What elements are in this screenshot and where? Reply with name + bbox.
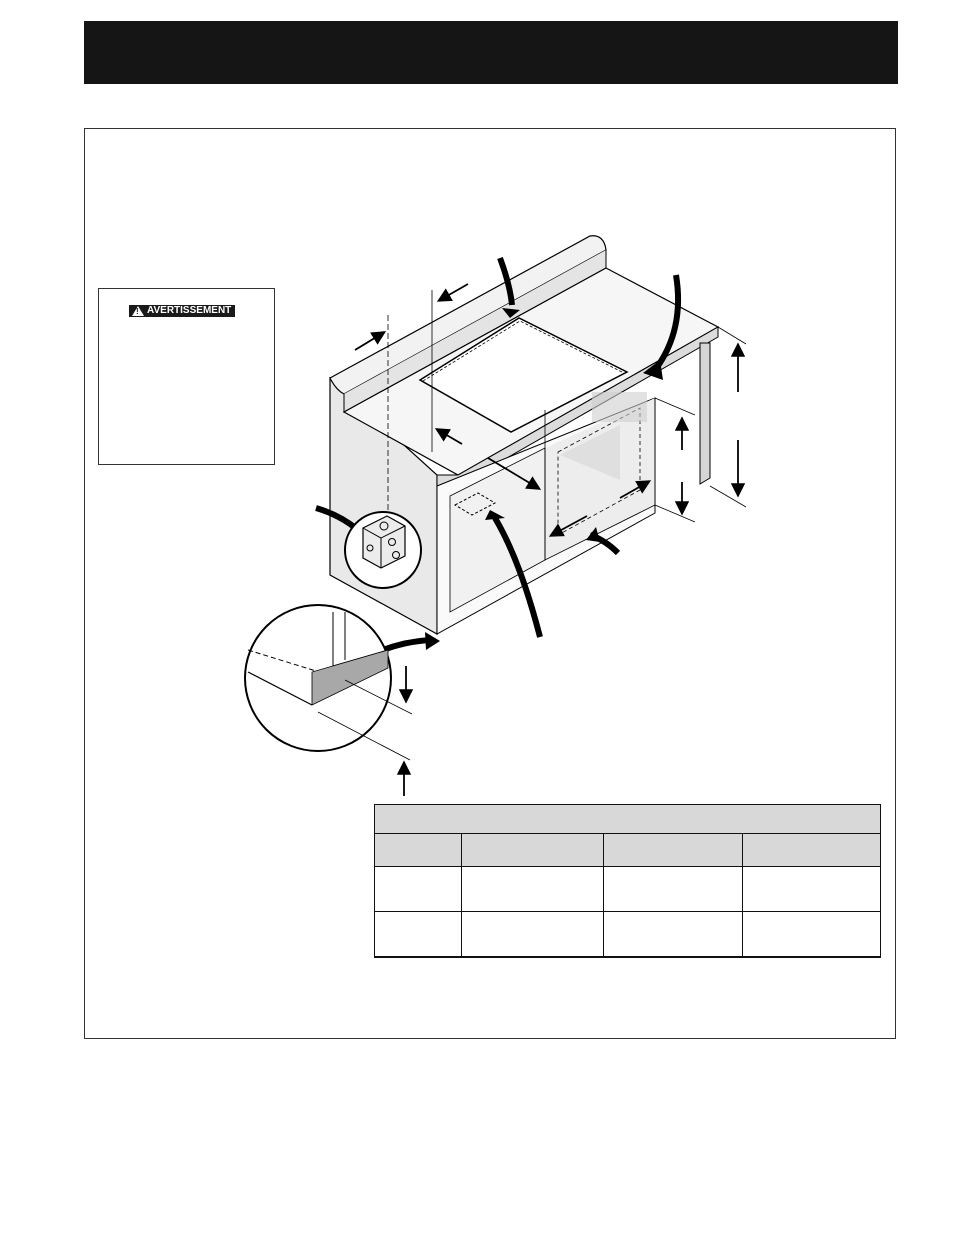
warning-label [129,305,235,317]
table-row [375,912,881,958]
table-header-cell [604,834,743,867]
table-row [375,867,881,912]
table-cell [462,912,604,958]
warning-label-text: AVERTISSEMENT [147,305,232,316]
table-cell [604,867,743,912]
cabinet-right-side [700,343,710,484]
table-header-cell [375,834,462,867]
warning-box [98,288,275,465]
table-cell [462,867,604,912]
table-header-cell [743,834,881,867]
table-cell [375,867,462,912]
dimensions-table [374,804,881,958]
warning-triangle-icon: ! [132,306,144,316]
table-header-cell [462,834,604,867]
table-cell [743,867,881,912]
table-title [375,805,881,834]
table-cell [604,912,743,958]
table-cell [375,912,462,958]
table-cell [743,912,881,958]
